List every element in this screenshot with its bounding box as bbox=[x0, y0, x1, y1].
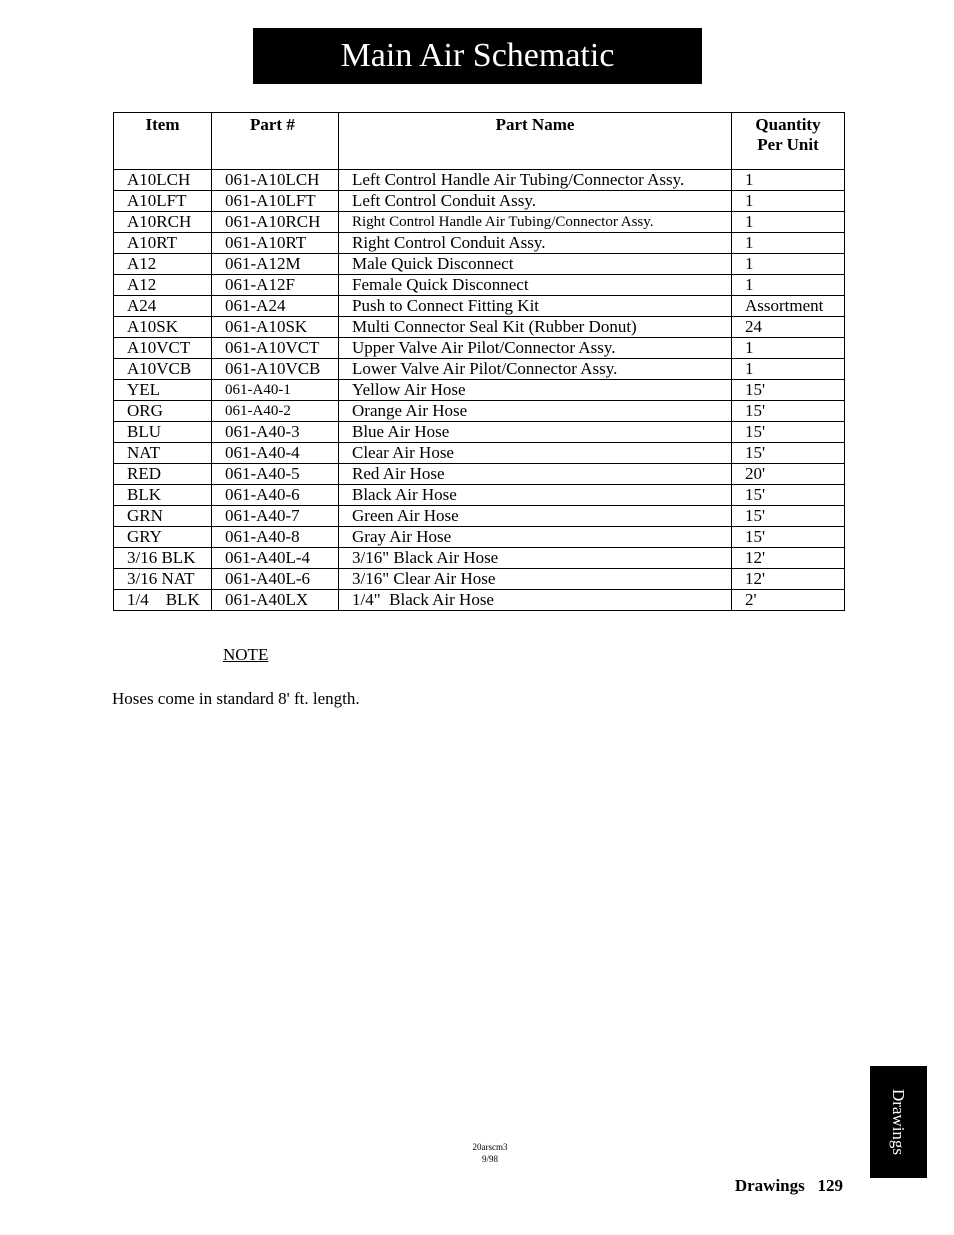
cell-qty: 2' bbox=[732, 590, 845, 611]
table-row bbox=[114, 212, 845, 233]
cell-name: Multi Connector Seal Kit (Rubber Donut) bbox=[339, 317, 732, 338]
cell-part: 061-A10LFT bbox=[212, 191, 339, 212]
cell-item: A24 bbox=[114, 296, 212, 317]
cell-part: 061-A10VCB bbox=[212, 359, 339, 380]
header-quantity bbox=[732, 113, 845, 170]
cell-qty: 15' bbox=[732, 422, 845, 443]
cell-qty: 1 bbox=[732, 191, 845, 212]
table-row bbox=[114, 464, 845, 485]
cell-item: A10LCH bbox=[114, 170, 212, 191]
table-row bbox=[114, 296, 845, 317]
cell-item: A10VCT bbox=[114, 338, 212, 359]
cell-name: Clear Air Hose bbox=[339, 443, 732, 464]
cell-part: 061-A12F bbox=[212, 275, 339, 296]
cell-part: 061-A24 bbox=[212, 296, 339, 317]
cell-qty: 15' bbox=[732, 380, 845, 401]
cell-item: GRY bbox=[114, 527, 212, 548]
cell-name: Left Control Conduit Assy. bbox=[339, 191, 732, 212]
cell-item: BLK bbox=[114, 485, 212, 506]
cell-item: A10RT bbox=[114, 233, 212, 254]
cell-item: A10VCB bbox=[114, 359, 212, 380]
cell-part: 061-A40-3 bbox=[212, 422, 339, 443]
cell-item: NAT bbox=[114, 443, 212, 464]
table-row bbox=[114, 359, 845, 380]
footer-page-number: 129 bbox=[817, 1176, 843, 1195]
cell-qty: 12' bbox=[732, 569, 845, 590]
table-row bbox=[114, 590, 845, 611]
cell-qty: 15' bbox=[732, 401, 845, 422]
cell-name: 1/4" Black Air Hose bbox=[339, 590, 732, 611]
footer-section: Drawings bbox=[734, 1176, 805, 1195]
table-row bbox=[114, 170, 845, 191]
cell-item: A10RCH bbox=[114, 212, 212, 233]
cell-qty: 20' bbox=[732, 464, 845, 485]
table-row bbox=[114, 338, 845, 359]
table-row bbox=[114, 317, 845, 338]
table-row bbox=[114, 254, 845, 275]
table-row bbox=[114, 401, 845, 422]
cell-part: 061-A40-6 bbox=[212, 485, 339, 506]
cell-item: A10LFT bbox=[114, 191, 212, 212]
cell-part: 061-A10RT bbox=[212, 233, 339, 254]
cell-name: Gray Air Hose bbox=[339, 527, 732, 548]
cell-part: 061-A40-5 bbox=[212, 464, 339, 485]
table-row bbox=[114, 422, 845, 443]
cell-name: 3/16" Clear Air Hose bbox=[339, 569, 732, 590]
header-quantity-line1: Quantity bbox=[755, 115, 821, 134]
page-footer bbox=[735, 1176, 843, 1196]
cell-item: GRN bbox=[114, 506, 212, 527]
document-code-date: 9/98 bbox=[481, 1154, 498, 1164]
table-row bbox=[114, 527, 845, 548]
section-side-tab bbox=[870, 1066, 927, 1178]
cell-qty: 1 bbox=[732, 275, 845, 296]
cell-item: RED bbox=[114, 464, 212, 485]
cell-part: 061-A10SK bbox=[212, 317, 339, 338]
parts-table-body bbox=[114, 170, 845, 611]
table-header-row bbox=[114, 113, 845, 170]
cell-item: BLU bbox=[114, 422, 212, 443]
cell-qty: Assortment bbox=[732, 296, 845, 317]
cell-item: A10SK bbox=[114, 317, 212, 338]
cell-item: A12 bbox=[114, 254, 212, 275]
cell-part: 061-A12M bbox=[212, 254, 339, 275]
cell-part: 061-A40-2 bbox=[212, 401, 339, 422]
cell-qty: 15' bbox=[732, 443, 845, 464]
parts-table bbox=[113, 112, 845, 611]
cell-name: Female Quick Disconnect bbox=[339, 275, 732, 296]
header-part-number bbox=[212, 113, 339, 170]
cell-name: Right Control Handle Air Tubing/Connector Assy. bbox=[339, 212, 732, 233]
table-row bbox=[114, 443, 845, 464]
table-row bbox=[114, 380, 845, 401]
note-text: Hoses come in standard 8' ft. length. bbox=[112, 689, 360, 708]
table-row bbox=[114, 506, 845, 527]
table-row bbox=[114, 233, 845, 254]
cell-item: YEL bbox=[114, 380, 212, 401]
cell-name: Orange Air Hose bbox=[339, 401, 732, 422]
cell-part: 061-A40-4 bbox=[212, 443, 339, 464]
cell-part: 061-A10RCH bbox=[212, 212, 339, 233]
cell-item: ORG bbox=[114, 401, 212, 422]
cell-qty: 1 bbox=[732, 338, 845, 359]
cell-name: Male Quick Disconnect bbox=[339, 254, 732, 275]
cell-part: 061-A40-7 bbox=[212, 506, 339, 527]
document-code-id: 20arscm3 bbox=[472, 1142, 508, 1152]
table-row bbox=[114, 569, 845, 590]
cell-name: Blue Air Hose bbox=[339, 422, 732, 443]
section-side-tab-label: Drawings bbox=[889, 1088, 909, 1156]
cell-item: 1/4 BLK bbox=[114, 590, 212, 611]
cell-name: 3/16" Black Air Hose bbox=[339, 548, 732, 569]
cell-part: 061-A40-8 bbox=[212, 527, 339, 548]
cell-qty: 15' bbox=[732, 506, 845, 527]
cell-part: 061-A40LX bbox=[212, 590, 339, 611]
header-part-name: Part Name bbox=[339, 113, 732, 170]
header-quantity-line2: Per Unit bbox=[757, 135, 819, 154]
cell-qty: 1 bbox=[732, 359, 845, 380]
cell-part: 061-A40-1 bbox=[212, 380, 339, 401]
cell-name: Right Control Conduit Assy. bbox=[339, 233, 732, 254]
cell-name: Left Control Handle Air Tubing/Connector Assy. bbox=[339, 170, 732, 191]
document-code bbox=[460, 1141, 520, 1165]
cell-part: 061-A40L-6 bbox=[212, 569, 339, 590]
cell-item: 3/16 BLK bbox=[114, 548, 212, 569]
cell-item: A12 bbox=[114, 275, 212, 296]
table-row bbox=[114, 548, 845, 569]
cell-name: Push to Connect Fitting Kit bbox=[339, 296, 732, 317]
header-item: Item bbox=[114, 113, 212, 170]
cell-name: Yellow Air Hose bbox=[339, 380, 732, 401]
cell-name: Black Air Hose bbox=[339, 485, 732, 506]
table-row bbox=[114, 191, 845, 212]
cell-qty: 1 bbox=[732, 170, 845, 191]
cell-part: 061-A10LCH bbox=[212, 170, 339, 191]
cell-qty: 1 bbox=[732, 233, 845, 254]
cell-qty: 15' bbox=[732, 527, 845, 548]
table-row bbox=[114, 275, 845, 296]
note-label: NOTE bbox=[223, 645, 269, 664]
header-part-number-label: Part # bbox=[250, 115, 295, 134]
cell-part: 061-A10VCT bbox=[212, 338, 339, 359]
cell-name: Red Air Hose bbox=[339, 464, 732, 485]
page-title-banner bbox=[253, 28, 702, 84]
cell-qty: 24 bbox=[732, 317, 845, 338]
cell-qty: 1 bbox=[732, 212, 845, 233]
table-row bbox=[114, 485, 845, 506]
cell-qty: 12' bbox=[732, 548, 845, 569]
cell-name: Upper Valve Air Pilot/Connector Assy. bbox=[339, 338, 732, 359]
cell-qty: 1 bbox=[732, 254, 845, 275]
cell-name: Green Air Hose bbox=[339, 506, 732, 527]
page-title: Main Air Schematic bbox=[340, 37, 615, 74]
cell-item: 3/16 NAT bbox=[114, 569, 212, 590]
cell-qty: 15' bbox=[732, 485, 845, 506]
cell-part: 061-A40L-4 bbox=[212, 548, 339, 569]
cell-name: Lower Valve Air Pilot/Connector Assy. bbox=[339, 359, 732, 380]
